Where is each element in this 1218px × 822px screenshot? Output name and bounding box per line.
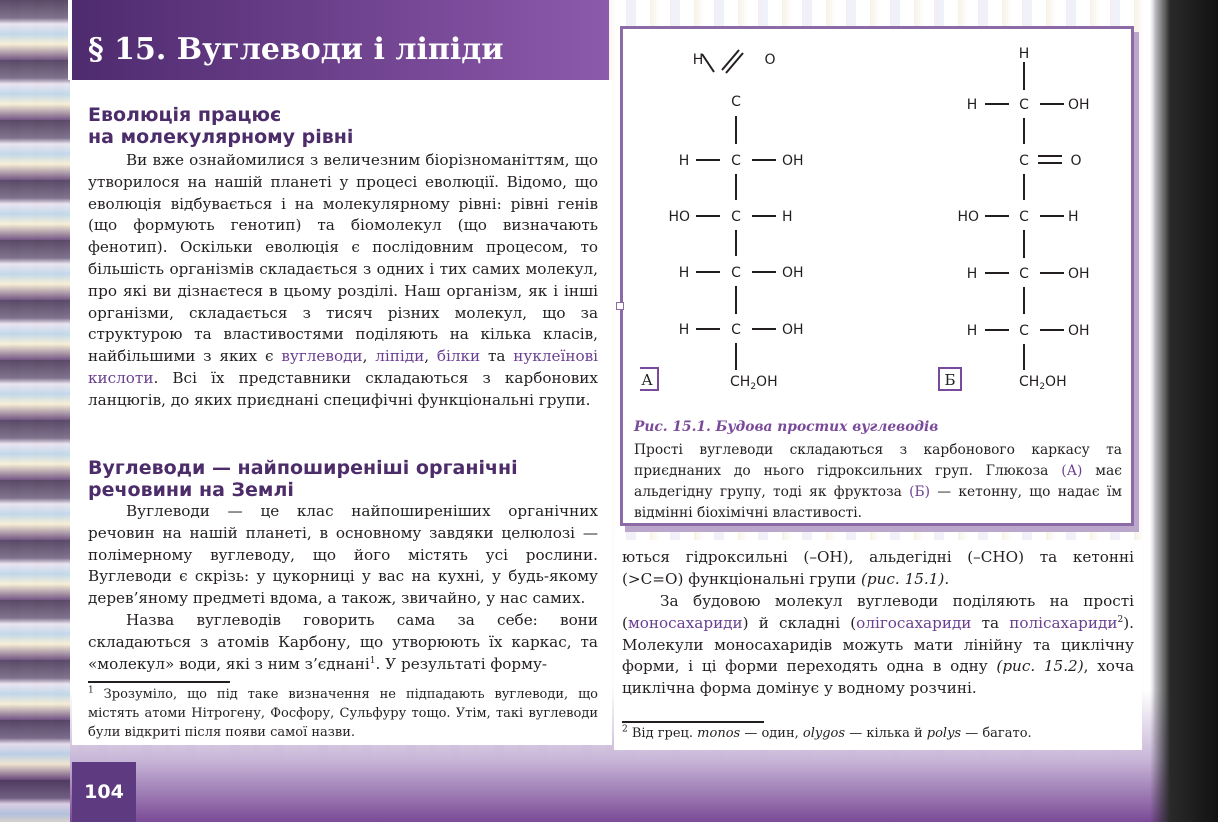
term-polysaccharides: полісахариди	[1009, 613, 1118, 632]
fructose-row-right: OH	[1068, 97, 1090, 113]
glucose-row-c: C	[731, 265, 741, 281]
fructose-row-right: H	[1068, 209, 1079, 225]
fructose-row-right: OH	[1068, 266, 1090, 282]
glucose-atoms	[668, 52, 803, 392]
header-divider	[68, 0, 72, 80]
fructose-row-c: C	[1019, 323, 1029, 339]
term-oligosaccharides: олігосахариди	[856, 613, 972, 632]
footnote-2: $^2$ Від грец. monos — один, olygos — кілька й polys — багато.	[622, 724, 1032, 741]
glucose-row-left: H	[678, 322, 690, 338]
glucose-row-right: OH	[782, 265, 804, 281]
page-number: 104	[72, 762, 136, 822]
fructose-row-left: H	[966, 266, 978, 282]
fructose-top-h: H	[1018, 46, 1030, 62]
fructose-row-left: HO	[957, 209, 979, 225]
label-a: А	[641, 371, 653, 389]
footnote-separator-2	[622, 721, 764, 723]
glucose-row-left: H	[678, 153, 690, 169]
glucose-top-h: H	[692, 52, 704, 68]
fructose-row-c: C	[1019, 266, 1029, 282]
glucose-row-right: OH	[782, 322, 804, 338]
page-title: § 15. Вуглеводи і ліпіди	[88, 32, 504, 67]
paragraph-classification: За будовою молекул вуглеводи поділяють на прості (моносахариди) й складні (олігосахариди та полісахариди$^2$). Молекули моносахаридів можуть мати лінійну та циклічну форми, і ці форми переходять одна в одну (рис. 15.2), хоча циклічна форма домінує у водному розчині.	[622, 592, 1134, 698]
footnote-1: $^1$ Зрозуміло, що під таке визначення не підпадають вуглеводи, що містять атоми Нітрогену, Фосфору, Сульфуру тощо. Утім, такі вуглеводи були відкриті після появи самої назви.	[88, 685, 598, 740]
glucose-row-left: H	[678, 265, 690, 281]
fructose-row-left: H	[966, 323, 978, 339]
glucose-row-c: C	[731, 322, 741, 338]
term-proteins: білки	[436, 347, 481, 366]
glucose-c1: C	[731, 94, 741, 110]
structure-labels	[640, 368, 961, 390]
glucose-top-o: O	[764, 52, 776, 68]
left-decorative-strip	[0, 0, 70, 822]
fructose-keto-o: O	[1070, 153, 1082, 169]
glucose-row-left: HO	[668, 209, 690, 225]
section-heading-carbohydrates: Вуглеводи — найпоширеніші органічні речовини на Землі	[88, 457, 518, 501]
section-heading-evolution: Еволюція працює на молекулярному рівні	[88, 104, 354, 148]
fructose-keto-c: C	[1019, 153, 1029, 169]
figure-marker	[616, 302, 624, 310]
term-nucleic-acids: нуклеїнові кислоти	[88, 347, 598, 387]
glucose-row-c: C	[731, 153, 741, 169]
glucose-ch2oh: $CH_2OH$	[730, 374, 778, 392]
paragraph-carbohydrates-name: Назва вуглеводів говорить сама за себе: вони складаються з атомів Карбону, що утворюють їх каркас, та «молекул» води, які з ним з’єднані$^1$. У результаті форму-	[88, 611, 598, 673]
glucose-row-right: H	[782, 209, 793, 225]
figure-caption-title: Рис. 15.1. Будова простих вуглеводів	[634, 419, 939, 435]
fructose-row-c: C	[1019, 97, 1029, 113]
fructose-atoms	[957, 46, 1089, 392]
term-carbohydrates: вуглеводи	[281, 347, 363, 366]
term-lipids: ліпіди	[375, 347, 425, 366]
paragraph-carbohydrates-intro: Вуглеводи — це клас найпоширеніших органічних речовин на нашій планеті, в основному завдяки целюлозі — полімерному вуглеводу, що його містять усі рослини. Вуглеводи є скрізь: у цукорниці у вас на кухні, у будь-якому дерев’яному предметі вдома, а також, звичайно, у нас самих.	[88, 502, 598, 608]
fructose-ch2oh: $CH_2OH$	[1019, 374, 1067, 392]
paragraph-evolution: Ви вже ознайомилися з величезним біорізноманіттям, що утворилося на нашій планеті у процесі еволюції. Відомо, що еволюція відбувається і на молекулярному рівні: рівні генів (що формують генотип) та біомолекул (що визначають фенотип). Оскільки еволюція є послідовним процесом, то більшість організмів складається з одних і тих самих молекул, про які ви дізнаєтеся в цьому розділі. Наш організм, як і інші організми, складається з тисяч різних молекул, що за структурою та властивостями поділяють на кілька класів, найбільшими з яких є вуглеводи, ліпіди, білки та нуклеїнові кислоти. Всі їх представники складаються з карбонових ланцюгів, до яких приєднані специфічні функціональні групи.	[88, 151, 598, 409]
fructose-row-c: C	[1019, 209, 1029, 225]
label-b: Б	[944, 371, 956, 389]
glucose-row-c: C	[731, 209, 741, 225]
paragraph-functional-groups: ються гідроксильні (–OH), альдегідні (–CHO) та кетонні (>C=O) функціональні групи (рис. 15.1).	[622, 548, 1134, 588]
carbohydrate-structures-diagram	[640, 36, 1130, 408]
footnote-separator-1	[88, 681, 230, 683]
glucose-row-right: OH	[782, 153, 804, 169]
term-monosaccharides: моносахариди	[627, 613, 743, 632]
fructose-row-left: H	[966, 97, 978, 113]
figure-caption-text: Прості вуглеводи складаються з карбонового каркасу та приєднаних до нього гідроксильних груп. Глюкоза (А) має альдегідну групу, тоді як фруктоза (Б) — кетонну, що надає їм відмінні біохімічні властивості.	[634, 442, 1122, 521]
fructose-row-right: OH	[1068, 323, 1090, 339]
